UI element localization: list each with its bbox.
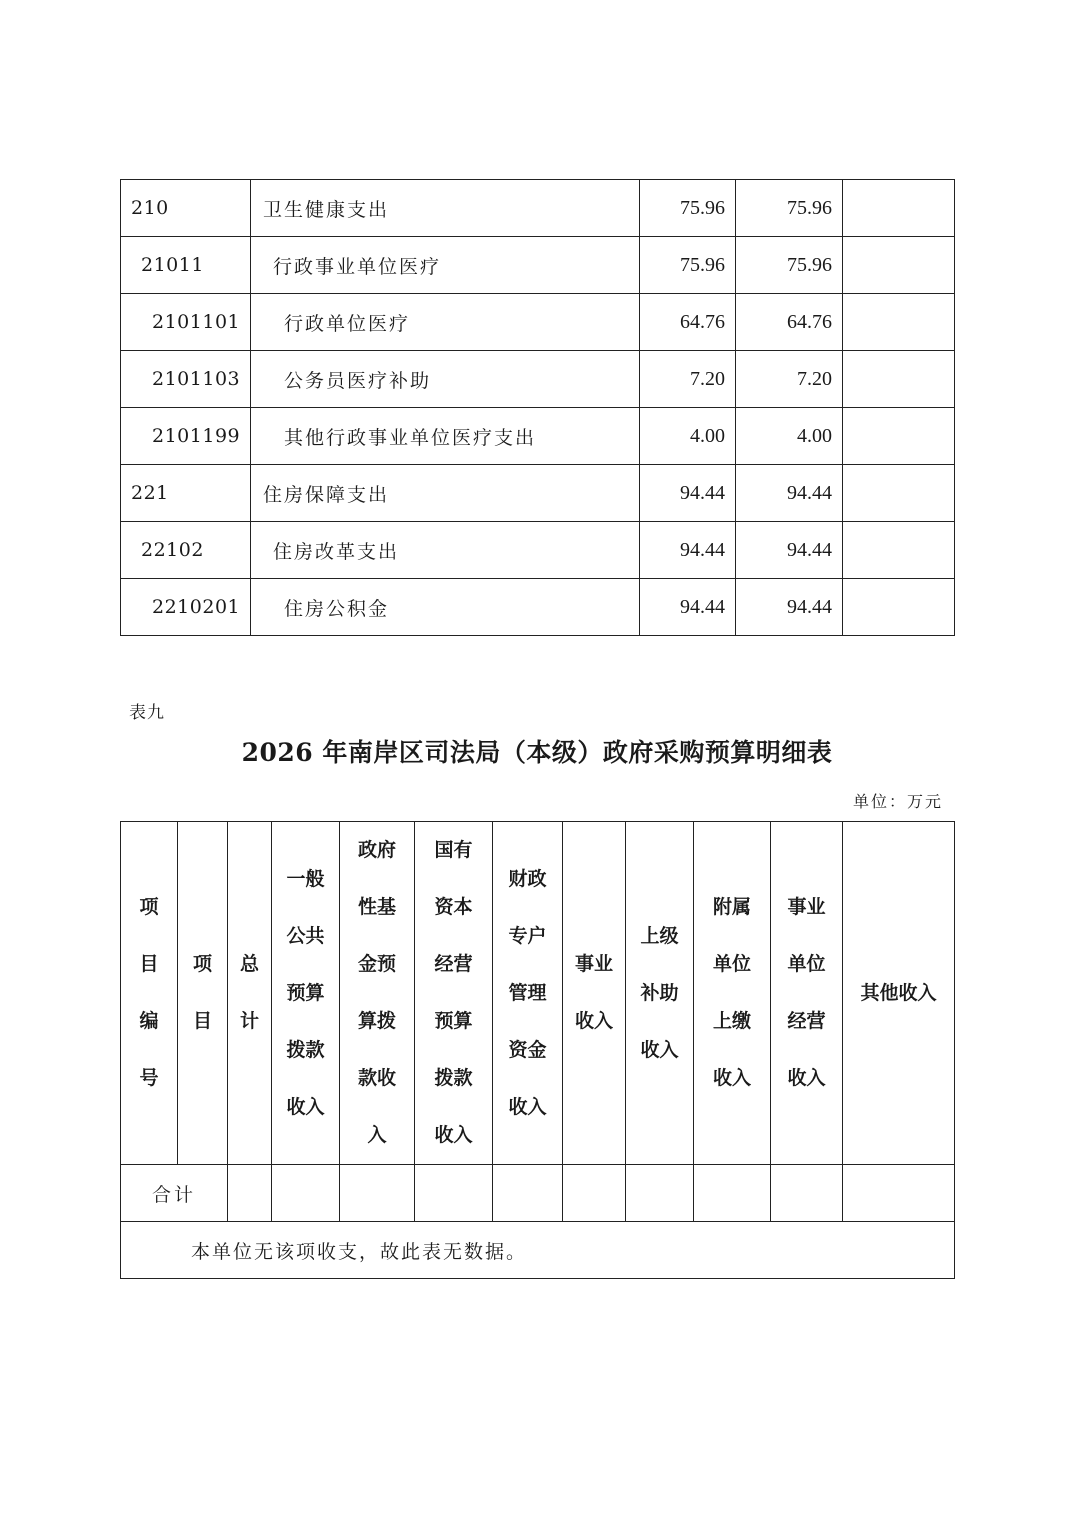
row-value-1: 75.96 bbox=[640, 237, 736, 294]
row-name: 住房改革支出 bbox=[251, 522, 640, 579]
row-name: 行政事业单位医疗 bbox=[251, 237, 640, 294]
header-gov-fund: 政府性基金预算拨款收入 bbox=[357, 839, 396, 1146]
table-row bbox=[121, 237, 955, 294]
row-value-3 bbox=[843, 408, 955, 465]
row-value-3 bbox=[843, 294, 955, 351]
row-name: 住房公积金 bbox=[251, 579, 640, 636]
row-value-2: 75.96 bbox=[736, 180, 843, 237]
row-code: 2210201 bbox=[121, 579, 251, 636]
row-value-2: 94.44 bbox=[736, 579, 843, 636]
row-name: 公务员医疗补助 bbox=[251, 351, 640, 408]
header-project-code: 项目编号 bbox=[139, 896, 159, 1089]
table-row bbox=[121, 408, 955, 465]
total-cell bbox=[228, 1165, 272, 1222]
header-project: 项目 bbox=[192, 953, 212, 1032]
table-row bbox=[121, 579, 955, 636]
row-value-3 bbox=[843, 237, 955, 294]
row-code: 221 bbox=[121, 465, 251, 522]
table-row bbox=[121, 180, 955, 237]
total-cell bbox=[272, 1165, 340, 1222]
total-cell bbox=[694, 1165, 771, 1222]
page-title: 2026 年南岸区司法局（本级）政府采购预算明细表 bbox=[241, 738, 833, 767]
header-affiliated-units: 附属单位上缴收入 bbox=[712, 896, 751, 1089]
total-cell bbox=[843, 1165, 955, 1222]
row-name: 住房保障支出 bbox=[251, 465, 640, 522]
procurement-total-row bbox=[121, 1165, 955, 1222]
header-general-budget: 一般公共预算拨款收入 bbox=[286, 867, 325, 1118]
total-cell bbox=[493, 1165, 563, 1222]
row-value-3 bbox=[843, 180, 955, 237]
expenditure-table-body bbox=[121, 180, 955, 636]
row-code: 2101199 bbox=[121, 408, 251, 465]
procurement-header-row bbox=[121, 822, 955, 1165]
header-total: 总计 bbox=[239, 953, 259, 1032]
row-code: 22102 bbox=[121, 522, 251, 579]
row-name: 卫生健康支出 bbox=[251, 180, 640, 237]
procurement-table bbox=[120, 821, 955, 1279]
table-row bbox=[121, 294, 955, 351]
row-value-3 bbox=[843, 579, 955, 636]
header-superior-subsidy: 上级补助收入 bbox=[640, 924, 679, 1061]
row-value-1: 75.96 bbox=[640, 180, 736, 237]
header-special-account: 财政专户管理资金收入 bbox=[508, 867, 547, 1118]
row-value-2: 94.44 bbox=[736, 522, 843, 579]
row-value-3 bbox=[843, 465, 955, 522]
table-row bbox=[121, 351, 955, 408]
row-value-2: 7.20 bbox=[736, 351, 843, 408]
total-cell bbox=[563, 1165, 626, 1222]
no-data-note: 本单位无该项收支，故此表无数据。 bbox=[121, 1222, 955, 1279]
row-value-1: 64.76 bbox=[640, 294, 736, 351]
row-name: 行政单位医疗 bbox=[251, 294, 640, 351]
row-value-1: 94.44 bbox=[640, 465, 736, 522]
table-row bbox=[121, 465, 955, 522]
row-code: 210 bbox=[121, 180, 251, 237]
total-cell bbox=[415, 1165, 493, 1222]
total-cell bbox=[626, 1165, 694, 1222]
procurement-note-row bbox=[121, 1222, 955, 1279]
total-cell bbox=[771, 1165, 843, 1222]
header-state-capital: 国有资本经营预算拨款收入 bbox=[434, 839, 473, 1146]
row-value-2: 64.76 bbox=[736, 294, 843, 351]
unit-label: 单位：万元 bbox=[852, 792, 943, 811]
table-row bbox=[121, 522, 955, 579]
header-other-income: 其他收入 bbox=[860, 981, 937, 1004]
row-value-3 bbox=[843, 351, 955, 408]
row-value-1: 4.00 bbox=[640, 408, 736, 465]
row-value-2: 4.00 bbox=[736, 408, 843, 465]
total-label: 合计 bbox=[121, 1165, 228, 1222]
row-value-1: 94.44 bbox=[640, 579, 736, 636]
row-value-3 bbox=[843, 522, 955, 579]
row-value-2: 94.44 bbox=[736, 465, 843, 522]
row-code: 21011 bbox=[121, 237, 251, 294]
row-value-1: 94.44 bbox=[640, 522, 736, 579]
row-value-2: 75.96 bbox=[736, 237, 843, 294]
row-code: 2101103 bbox=[121, 351, 251, 408]
table-label: 表九 bbox=[129, 703, 165, 723]
expenditure-table bbox=[120, 179, 955, 636]
row-name: 其他行政事业单位医疗支出 bbox=[251, 408, 640, 465]
row-code: 2101101 bbox=[121, 294, 251, 351]
header-operating-income: 事业单位经营收入 bbox=[787, 896, 826, 1089]
header-business-income: 事业收入 bbox=[574, 953, 613, 1032]
total-cell bbox=[340, 1165, 415, 1222]
row-value-1: 7.20 bbox=[640, 351, 736, 408]
